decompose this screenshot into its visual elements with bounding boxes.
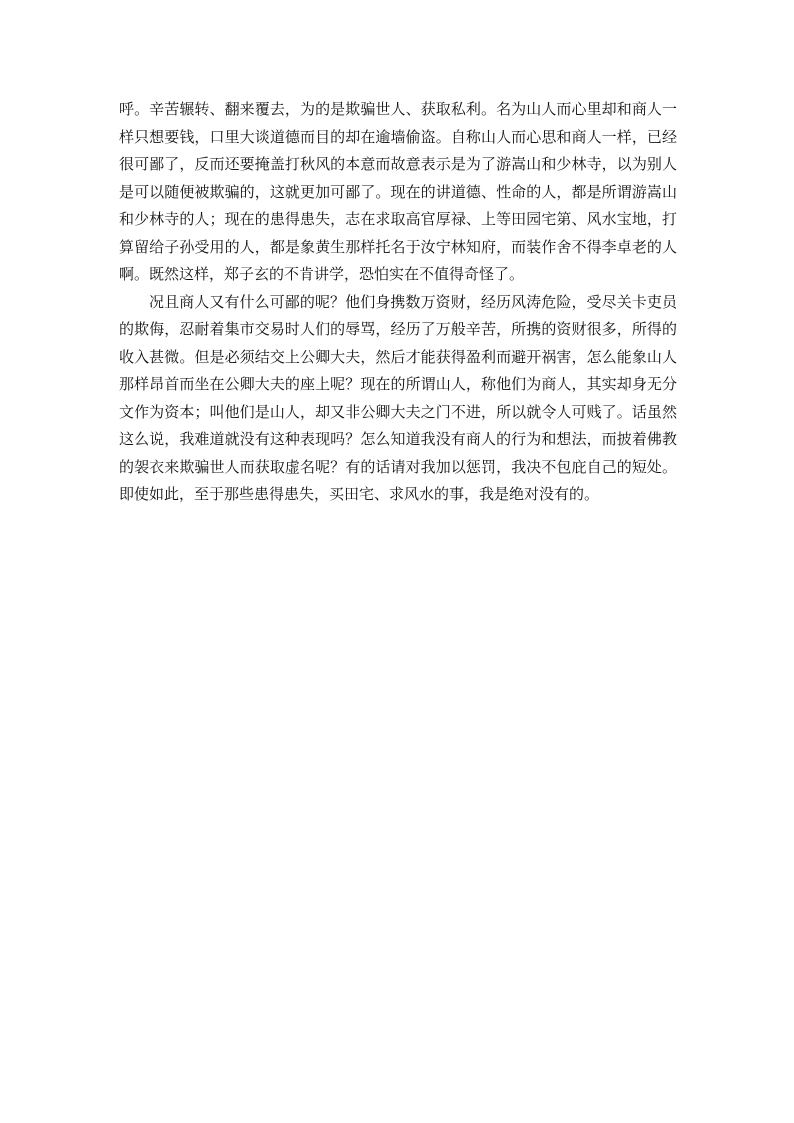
body-text [119, 96, 677, 509]
paragraph-merchants: 况且商人又有什么可鄙的呢？他们身携数万资财，经历风涛危险，受尽关卡吏员的欺侮，忍耐着集市交易时人们的辱骂，经历了万般辛苦，所携的资财很多，所得的收入甚微。但是必须结交上公卿大夫，然后才能获得盈利而避开祸害，怎么能象山人那样昂首而坐在公卿大夫的座上呢？现在的所谓山人，称他们为商人，其实却身无分文作为资本；叫他们是山人，却又非公卿大夫之门不进，所以就令人可贱了。话虽然这么说，我难道就没有这种表现吗？怎么知道我没有商人的行为和想法，而披着佛教的袈衣来欺骗世人而获取虚名呢？有的话请对我加以惩罚，我决不包庇自己的短处。即使如此，至于那些患得患失，买田宅、求风水的事，我是绝对没有的。 [119, 292, 677, 503]
paragraph-continuation: 呼。辛苦辗转、翻来覆去，为的是欺骗世人、获取私利。名为山人而心里却和商人一样只想要钱，口里大谈道德而目的却在逾墙偷盗。自称山人而心思和商人一样，已经很可鄙了，反而还要掩盖打秋风的本意而故意表示是为了游嵩山和少林寺，以为别人是可以随便被欺骗的，这就更加可鄙了。现在的讲道德、性命的人，都是所谓游嵩山和少林寺的人；现在的患得患失，志在求取高官厚禄、上等田园宅第、风水宝地，打算留给子孙受用的人，都是象黄生那样托名于汝宁林知府，而装作舍不得李卓老的人啊。既然这样，郑子玄的不肯讲学，恐怕实在不值得奇怪了。 [119, 100, 677, 283]
